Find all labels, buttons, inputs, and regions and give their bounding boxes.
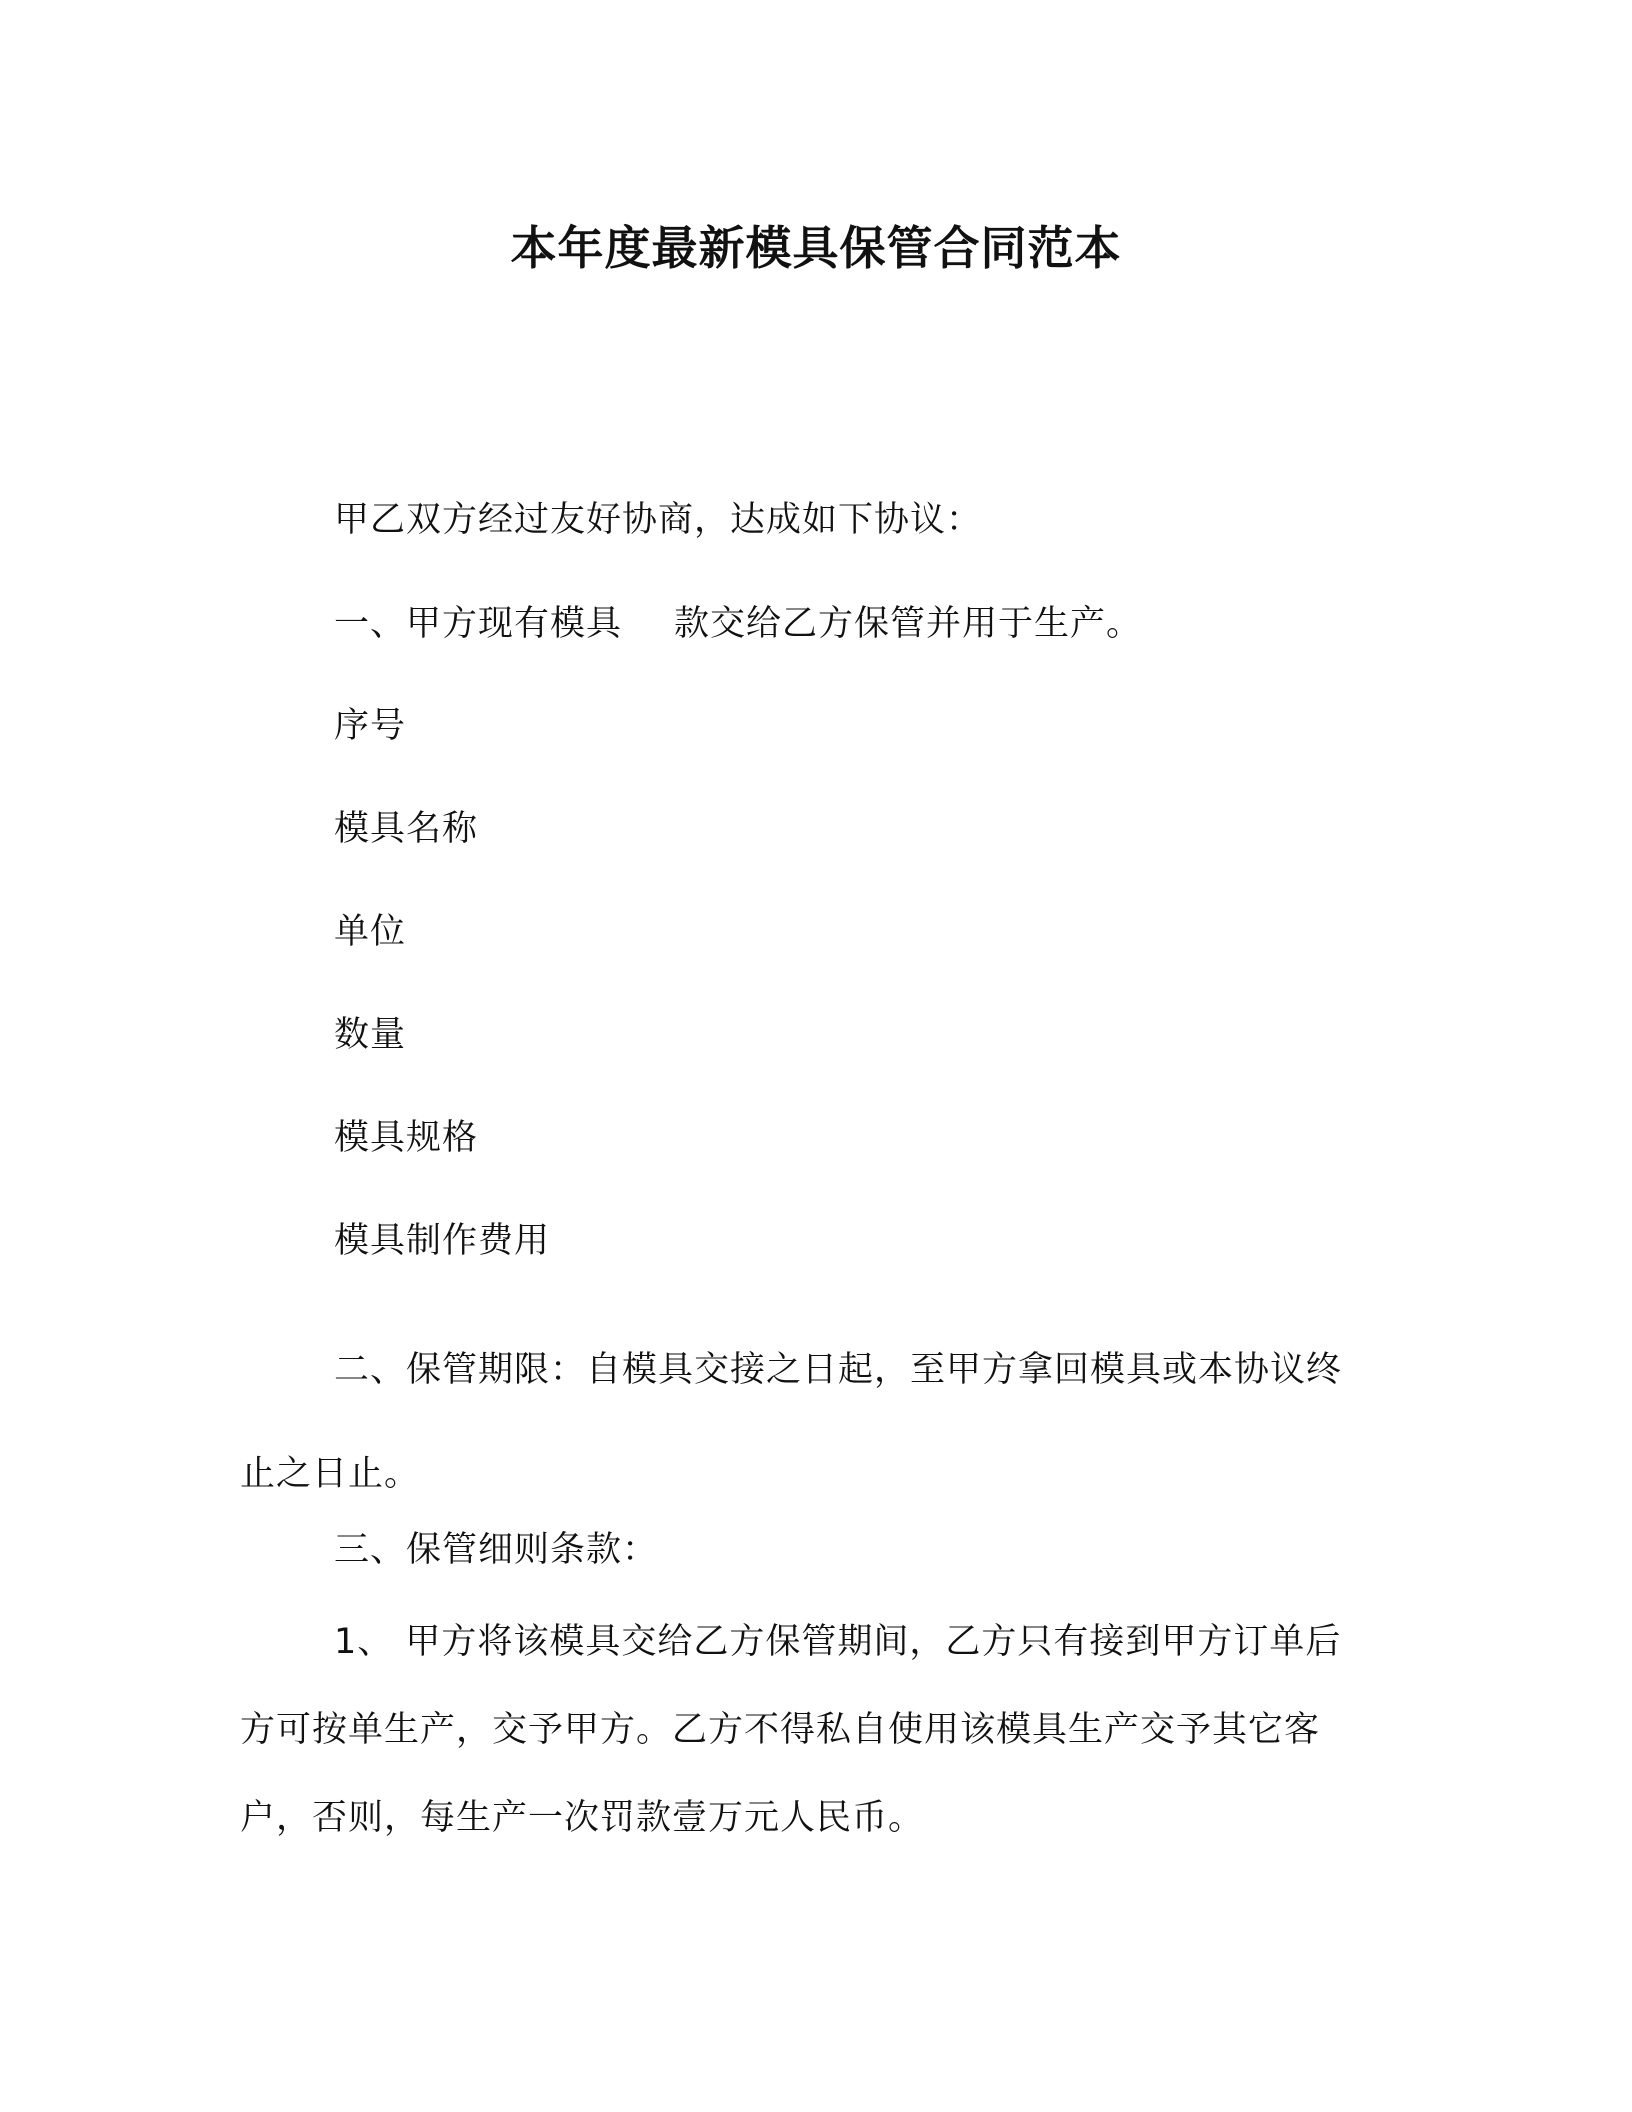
clause-3-item-1 bbox=[240, 1598, 1400, 1862]
field-mold-cost: 模具制作费用 bbox=[334, 1221, 551, 1261]
field-mold-name: 模具名称 bbox=[334, 809, 479, 849]
clause-2-line-1: 二、保管期限：自模具交接之日起，至甲方拿回模具或本协议终 bbox=[334, 1350, 1343, 1390]
clause-3-item-1-line-2: 方可按单生产，交予甲方。乙方不得私自使用该模具生产交予其它客 bbox=[240, 1710, 1321, 1750]
document-title: 本年度最新模具保管合同范本 bbox=[510, 221, 1122, 275]
clause-3-item-1-line-1: 1、 甲方将该模具交给乙方保管期间，乙方只有接到甲方订单后 bbox=[334, 1622, 1342, 1662]
field-mold-spec: 模具规格 bbox=[334, 1118, 479, 1158]
clause-2-line-2: 止之日止。 bbox=[240, 1454, 421, 1494]
clause-3-heading: 三、保管细则条款： bbox=[334, 1530, 659, 1570]
field-serial-number: 序号 bbox=[334, 706, 407, 746]
clause-1 bbox=[240, 598, 1400, 650]
clause-1-part-2: 款交给乙方保管并用于生产。 bbox=[674, 604, 1143, 644]
field-quantity: 数量 bbox=[334, 1015, 407, 1055]
intro-paragraph: 甲乙双方经过友好协商，达成如下协议： bbox=[334, 500, 983, 540]
clause-1-part-1: 一、甲方现有模具 bbox=[334, 604, 623, 644]
clause-2 bbox=[240, 1318, 1400, 1526]
field-unit: 单位 bbox=[334, 912, 407, 952]
clause-3-item-1-line-3: 户，否则，每生产一次罚款壹万元人民币。 bbox=[240, 1798, 925, 1838]
